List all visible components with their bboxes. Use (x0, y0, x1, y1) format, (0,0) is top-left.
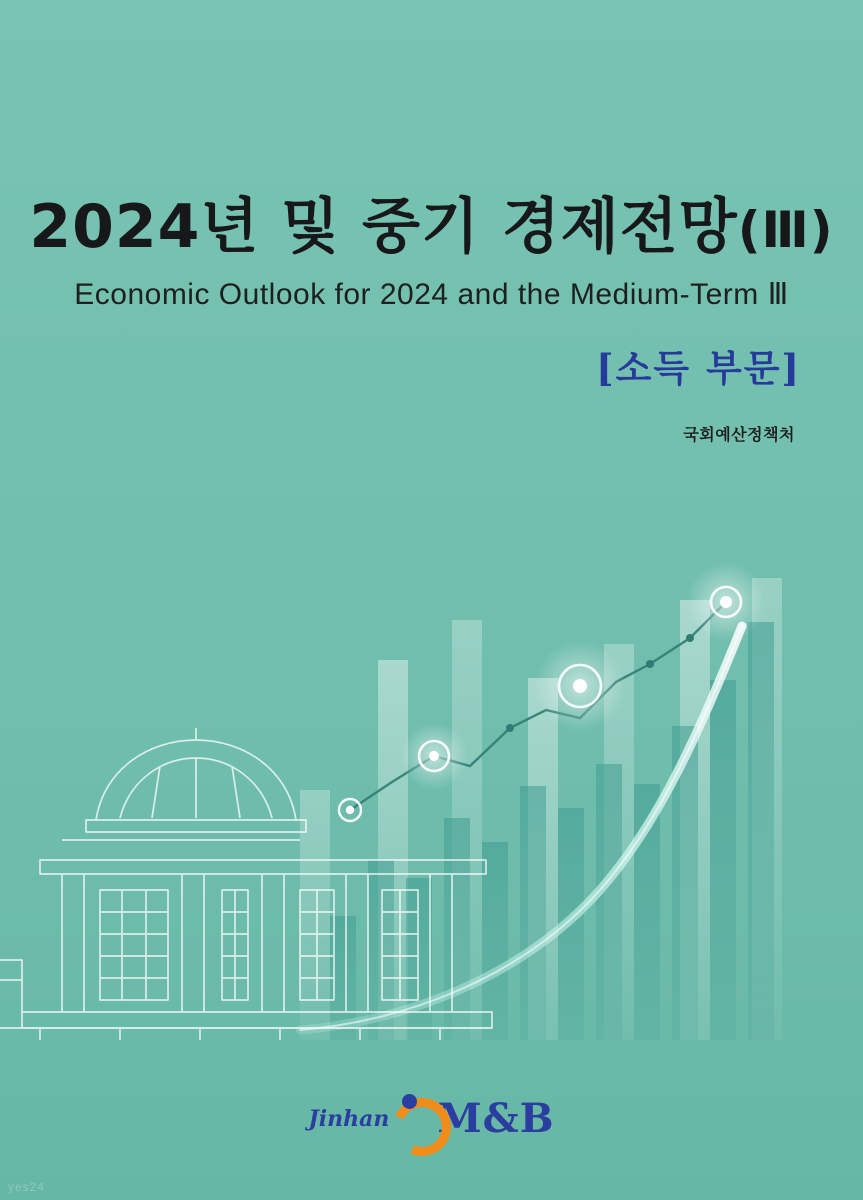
page-title (0, 192, 863, 262)
logo-jinhan-text: Jinhan (308, 1105, 390, 1132)
artwork-svg (0, 560, 863, 1080)
logo-dot-shape (402, 1094, 417, 1109)
subtitle-korean: [소득 부문] (596, 346, 801, 390)
watermark-label: yes24 (8, 1180, 46, 1194)
cover-artwork (0, 560, 863, 1080)
publisher-name: 국회예산정책처 (683, 425, 795, 444)
title-english: Economic Outlook for 2024 and the Medium-Term Ⅲ (74, 278, 789, 311)
title-korean-main: 2024년 및 중기 경제전망 (29, 192, 738, 262)
logo-swoosh-icon (393, 1096, 435, 1142)
logo-mb-text: M&B (437, 1095, 555, 1142)
publisher-logo (0, 1095, 863, 1142)
title-block (0, 192, 863, 445)
title-korean-volume: (Ⅲ) (737, 201, 834, 259)
